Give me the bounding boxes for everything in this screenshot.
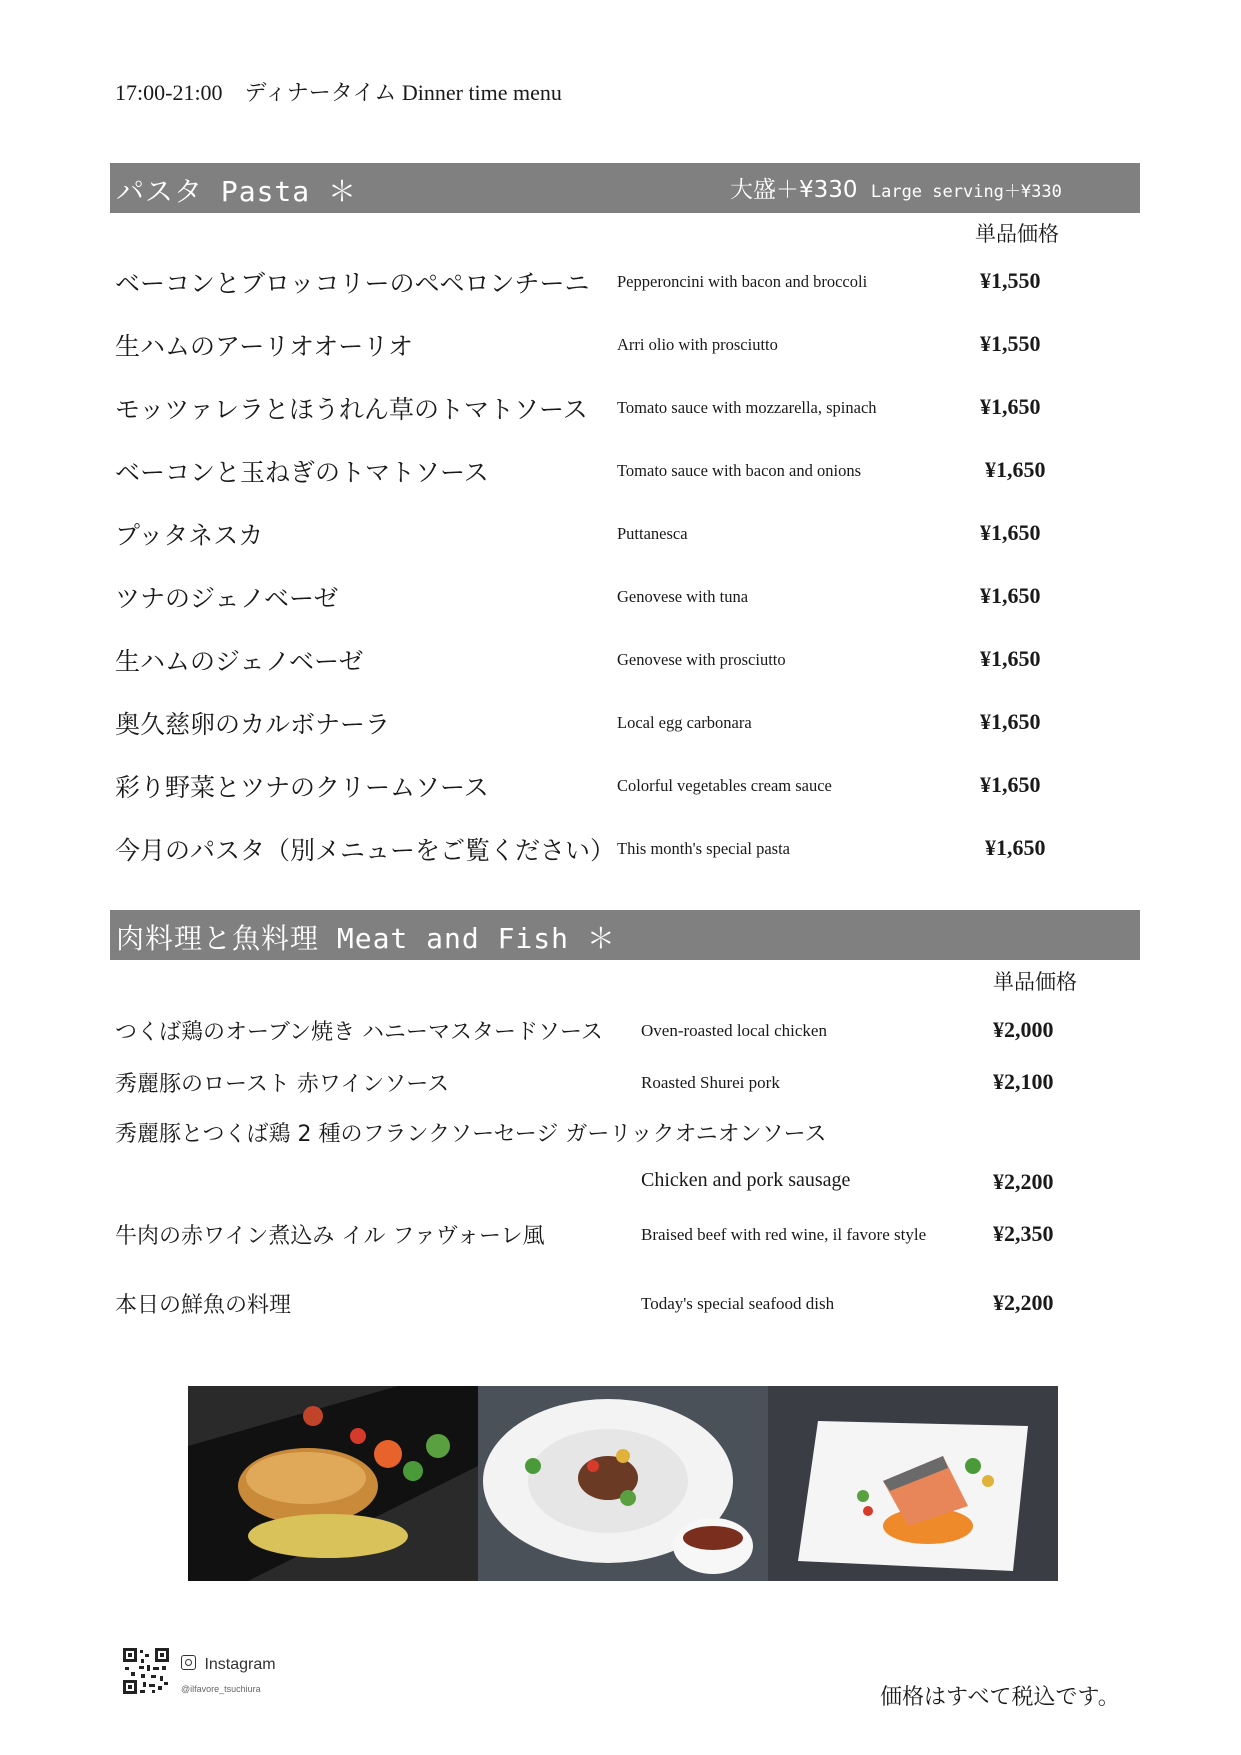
dish-name-jp: モッツァレラとほうれん草のトマトソース (115, 395, 588, 424)
large-serving-note (730, 171, 1062, 204)
large-serving-jp: 大盛＋¥330 (730, 177, 858, 203)
fish-dish-photo (768, 1386, 1058, 1581)
instagram-qr-code[interactable] (123, 1648, 169, 1694)
dish-name-en: Tomato sauce with bacon and onions (617, 461, 861, 480)
menu-header: 17:00-21:00 ディナータイム Dinner time menu (115, 80, 562, 105)
list-item (0, 1015, 1241, 1055)
meat-price-header: 単品価格 (993, 970, 1077, 994)
dish-price: ¥2,200 (993, 1169, 1054, 1194)
dish-name-jp: 生ハムのアーリオオーリオ (115, 332, 414, 361)
dish-name-en: Tomato sauce with mozzarella, spinach (617, 398, 877, 417)
dish-name-en: This month's special pasta (617, 839, 790, 858)
instagram-icon (181, 1655, 196, 1670)
list-item (0, 1067, 1241, 1107)
dish-price: ¥1,650 (980, 520, 1041, 545)
list-item (0, 831, 1241, 871)
instagram-label: Instagram (204, 1656, 276, 1673)
dish-price: ¥1,550 (980, 331, 1041, 356)
dish-price: ¥1,650 (980, 772, 1041, 797)
dish-name-jp: 本日の鮮魚の料理 (115, 1293, 292, 1318)
dish-name-jp: 彩り野菜とツナのクリームソース (115, 773, 489, 802)
dish-name-en: Roasted Shurei pork (641, 1073, 780, 1092)
pasta-section-band (110, 163, 1140, 213)
list-item (0, 768, 1241, 808)
dish-name-jp: 牛肉の赤ワイン煮込み イル ファヴォーレ風 (115, 1224, 545, 1249)
dish-name-jp: ベーコンとブロッコリーのペペロンチーニ (115, 269, 590, 298)
pasta-section-title: パスタ Pasta ＊ (116, 175, 358, 208)
list-item (0, 642, 1241, 682)
dish-price: ¥1,550 (980, 268, 1041, 293)
dish-price: ¥1,650 (980, 394, 1041, 419)
dish-price: ¥1,650 (980, 583, 1041, 608)
dish-name-jp: プッタネスカ (115, 521, 264, 550)
dish-price: ¥1,650 (985, 457, 1046, 482)
list-item (0, 516, 1241, 556)
tax-included-note: 価格はすべて税込です。 (880, 1685, 1120, 1710)
dish-name-jp: 生ハムのジェノベーゼ (115, 647, 364, 676)
dish-name-en: Colorful vegetables cream sauce (617, 776, 832, 795)
list-item (0, 1288, 1241, 1328)
list-item (0, 327, 1241, 367)
dish-price: ¥2,350 (993, 1221, 1054, 1246)
pork-dish-photo (478, 1386, 768, 1581)
pasta-price-header: 単品価格 (975, 222, 1059, 246)
dish-name-jp: 秀麗豚のロースト 赤ワインソース (115, 1072, 450, 1097)
dish-name-en: Local egg carbonara (617, 713, 752, 732)
instagram-link[interactable] (181, 1655, 276, 1674)
dish-price: ¥2,200 (993, 1290, 1054, 1315)
dish-price: ¥1,650 (980, 646, 1041, 671)
dish-price: ¥2,100 (993, 1069, 1054, 1094)
dish-name-en: Genovese with prosciutto (617, 650, 786, 669)
dish-name-jp: 奥久慈卵のカルボナーラ (115, 710, 391, 739)
large-serving-en: Large serving＋¥330 (870, 182, 1062, 202)
dish-name-jp: 秀麗豚とつくば鶏 2 種のフランクソーセージ ガーリックオニオンソース (115, 1122, 827, 1147)
dish-name-jp: ベーコンと玉ねぎのトマトソース (115, 458, 489, 487)
dish-price: ¥1,650 (985, 835, 1046, 860)
dish-name-en: Oven-roasted local chicken (641, 1021, 827, 1040)
dish-name-en: Today's special seafood dish (641, 1294, 835, 1313)
list-item (0, 390, 1241, 430)
dish-name-jp: 今月のパスタ（別メニューをご覧ください） (115, 836, 616, 865)
meat-fish-section-band (110, 910, 1140, 960)
chicken-dish-photo (188, 1386, 478, 1581)
dish-name-en: Genovese with tuna (617, 587, 749, 606)
dish-name-en: Braised beef with red wine, il favore style (641, 1225, 927, 1244)
list-item (0, 453, 1241, 493)
list-item (0, 264, 1241, 304)
list-item (0, 1219, 1241, 1259)
instagram-handle: @ilfavore_tsuchiura (181, 1684, 261, 1694)
dish-name-en: Pepperoncini with bacon and broccoli (617, 272, 868, 291)
dish-price: ¥1,650 (980, 709, 1041, 734)
dish-name-jp: つくば鶏のオーブン焼き ハニーマスタードソース (115, 1020, 603, 1045)
list-item (0, 705, 1241, 745)
dish-name-en: Chicken and pork sausage (641, 1169, 851, 1191)
list-item (0, 579, 1241, 619)
dish-name-en: Arri olio with prosciutto (617, 335, 778, 354)
list-item (0, 1117, 1241, 1157)
list-item (0, 1167, 1241, 1207)
dish-name-en: Puttanesca (617, 524, 688, 543)
dish-name-jp: ツナのジェノベーゼ (115, 584, 339, 613)
dish-price: ¥2,000 (993, 1017, 1054, 1042)
meat-fish-section-title: 肉料理と魚料理 Meat and Fish ＊ (116, 922, 616, 955)
